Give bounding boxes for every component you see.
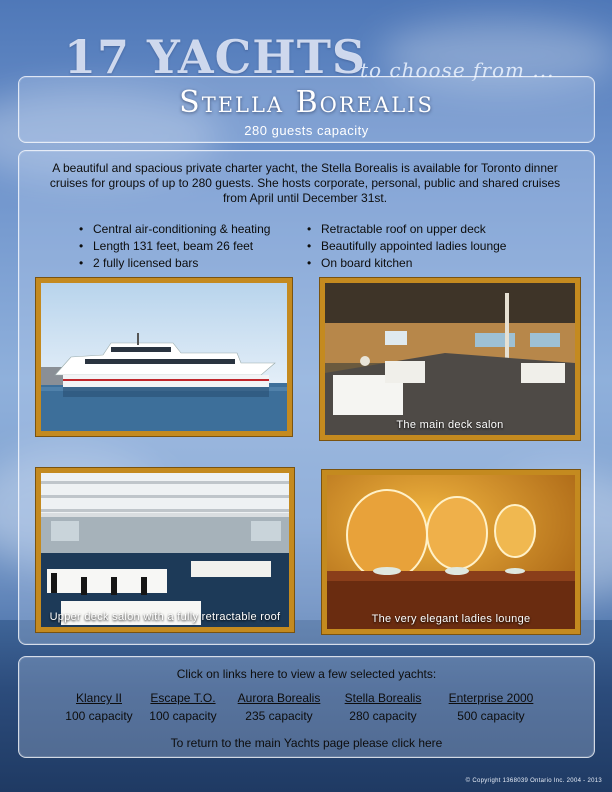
feature-item: • Retractable roof on upper deck [307, 221, 547, 238]
feature-item: • Length 131 feet, beam 26 feet [79, 238, 299, 255]
yacht-link-name[interactable]: Enterprise 2000 [448, 691, 534, 705]
upper-deck-salon-photo[interactable] [36, 468, 294, 632]
yacht-link-name[interactable]: Aurora Borealis [237, 691, 321, 705]
photo-caption: Upper deck salon with a fully retractable roof [49, 611, 281, 623]
yacht-title: Stella Borealis [179, 85, 434, 120]
yacht-link-name[interactable]: Klancy II [75, 691, 123, 705]
feature-list-right [307, 221, 547, 272]
yacht-link-enterprise-2000 [439, 689, 543, 725]
ladies-lounge-photo[interactable] [322, 470, 580, 634]
yacht-link-aurora-borealis [227, 689, 331, 725]
feature-item: • Beautifully appointed ladies lounge [307, 238, 547, 255]
page-headline: 17 YACHTS [64, 30, 367, 84]
yacht-capacity: 280 guests capacity [244, 123, 369, 138]
yacht-description: A beautiful and spacious private charter yacht, the Stella Borealis is available for Toronto dinner cruises for groups of up to 280 guests. She hosts corporate, personal, public and shared cruises from April until December 31st. [49, 161, 561, 205]
yacht-link-capacity: 100 capacity [149, 709, 217, 723]
yacht-exterior-photo[interactable] [36, 278, 292, 436]
title-panel [18, 76, 595, 143]
return-to-yachts-link[interactable]: To return to the main Yachts page please click here [170, 736, 443, 750]
yacht-link-capacity: 235 capacity [245, 709, 313, 723]
main-deck-salon-photo[interactable] [320, 278, 580, 440]
photo-caption: The main deck salon [396, 419, 504, 431]
links-panel [18, 656, 595, 758]
page-tagline: to choose from ... [360, 58, 555, 82]
yacht-link-name[interactable]: Escape T.O. [150, 691, 216, 705]
yacht-link-stella-borealis [333, 689, 433, 725]
yacht-link-klancy-ii [59, 689, 139, 725]
feature-item: • 2 fully licensed bars [79, 255, 299, 272]
links-intro: Click on links here to view a few selected yachts: [176, 667, 437, 681]
yacht-link-capacity: 280 capacity [349, 709, 417, 723]
yacht-link-capacity: 500 capacity [457, 709, 525, 723]
feature-item: • Central air-conditioning & heating [79, 221, 299, 238]
copyright-notice: © Copyright 1368039 Ontario Inc. 2004 - 2013 [465, 778, 602, 784]
yacht-link-name[interactable]: Stella Borealis [344, 691, 422, 705]
yacht-link-capacity: 100 capacity [65, 709, 133, 723]
photo-caption: The very elegant ladies lounge [371, 613, 531, 625]
yacht-link-escape-to [141, 689, 225, 725]
feature-list-left [79, 221, 299, 272]
feature-item: • On board kitchen [307, 255, 547, 272]
